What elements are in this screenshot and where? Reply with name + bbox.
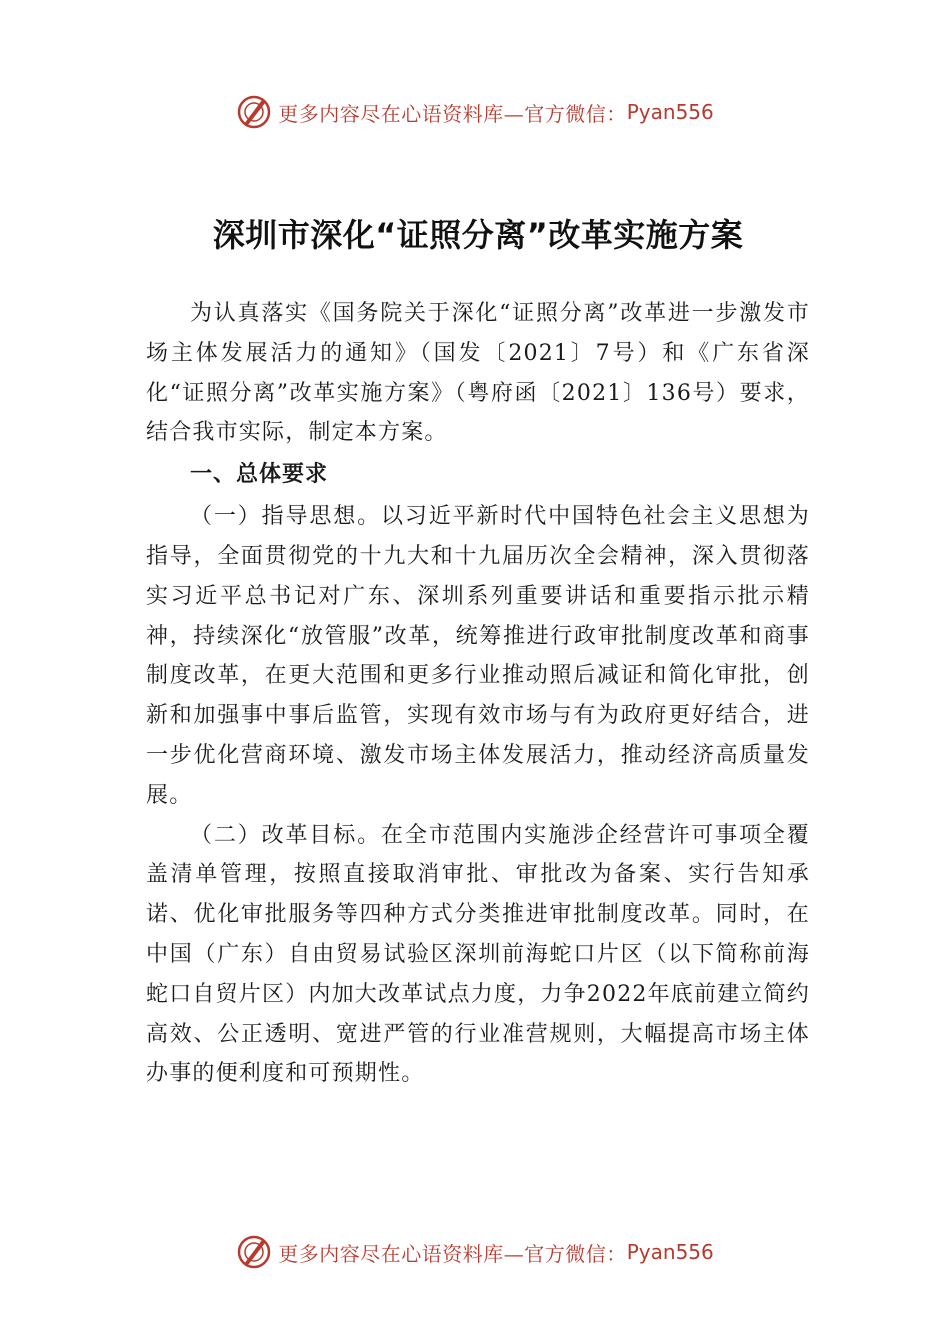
quill-logo-icon — [236, 1234, 272, 1270]
watermark-wechat-id: Pyan556 — [626, 100, 714, 124]
guiding-ideology-paragraph: （一）指导思想。以习近平新时代中国特色社会主义思想为指导，全面贯彻党的十九大和十九届历次全会精神，深入贯彻落实习近平总书记对广东、深圳系列重要讲话和重要指示批示精神，持续深化“放管服”改革，统筹推进行政审批制度改革和商事制度改革，在更大范围和更多行业推动照后减证和简化审批，创新和加强事中事后监管，实现有效市场与有为政府更好结合，进一步优化营商环境、激发市场主体发展活力，推动经济高质量发展。 — [146, 504, 810, 808]
document-body — [146, 210, 810, 1094]
watermark-wechat-id: Pyan556 — [626, 1240, 714, 1264]
watermark-footer — [0, 1232, 950, 1272]
watermark-text: 更多内容尽在心语资料库—官方微信： — [278, 1241, 627, 1266]
document-title: 深圳市深化“证照分离”改革实施方案 — [212, 216, 744, 254]
watermark-text: 更多内容尽在心语资料库—官方微信： — [278, 101, 627, 126]
quill-logo-icon — [236, 94, 272, 130]
intro-paragraph: 为认真落实《国务院关于深化“证照分离”改革进一步激发市场主体发展活力的通知》（国发〔2021〕7号）和《广东省深化“证照分离”改革实施方案》（粤府函〔2021〕136号）要求，结合我市实际，制定本方案。 — [146, 301, 810, 446]
section-heading: 一、总体要求 — [190, 462, 329, 488]
watermark-header — [0, 92, 950, 132]
reform-goals-paragraph: （二）改革目标。在全市范围内实施涉企经营许可事项全覆盖清单管理，按照直接取消审批、审批改为备案、实行告知承诺、优化审批服务等四种方式分类推进审批制度改革。同时，在中国（广东）自由贸易试验区深圳前海蛇口片区（以下简称前海蛇口自贸片区）内加大改革试点力度，力争2022年底前建立简约高效、公正透明、宽进严管的行业准营规则，大幅提高市场主体办事的便利度和可预期性。 — [146, 822, 810, 1087]
